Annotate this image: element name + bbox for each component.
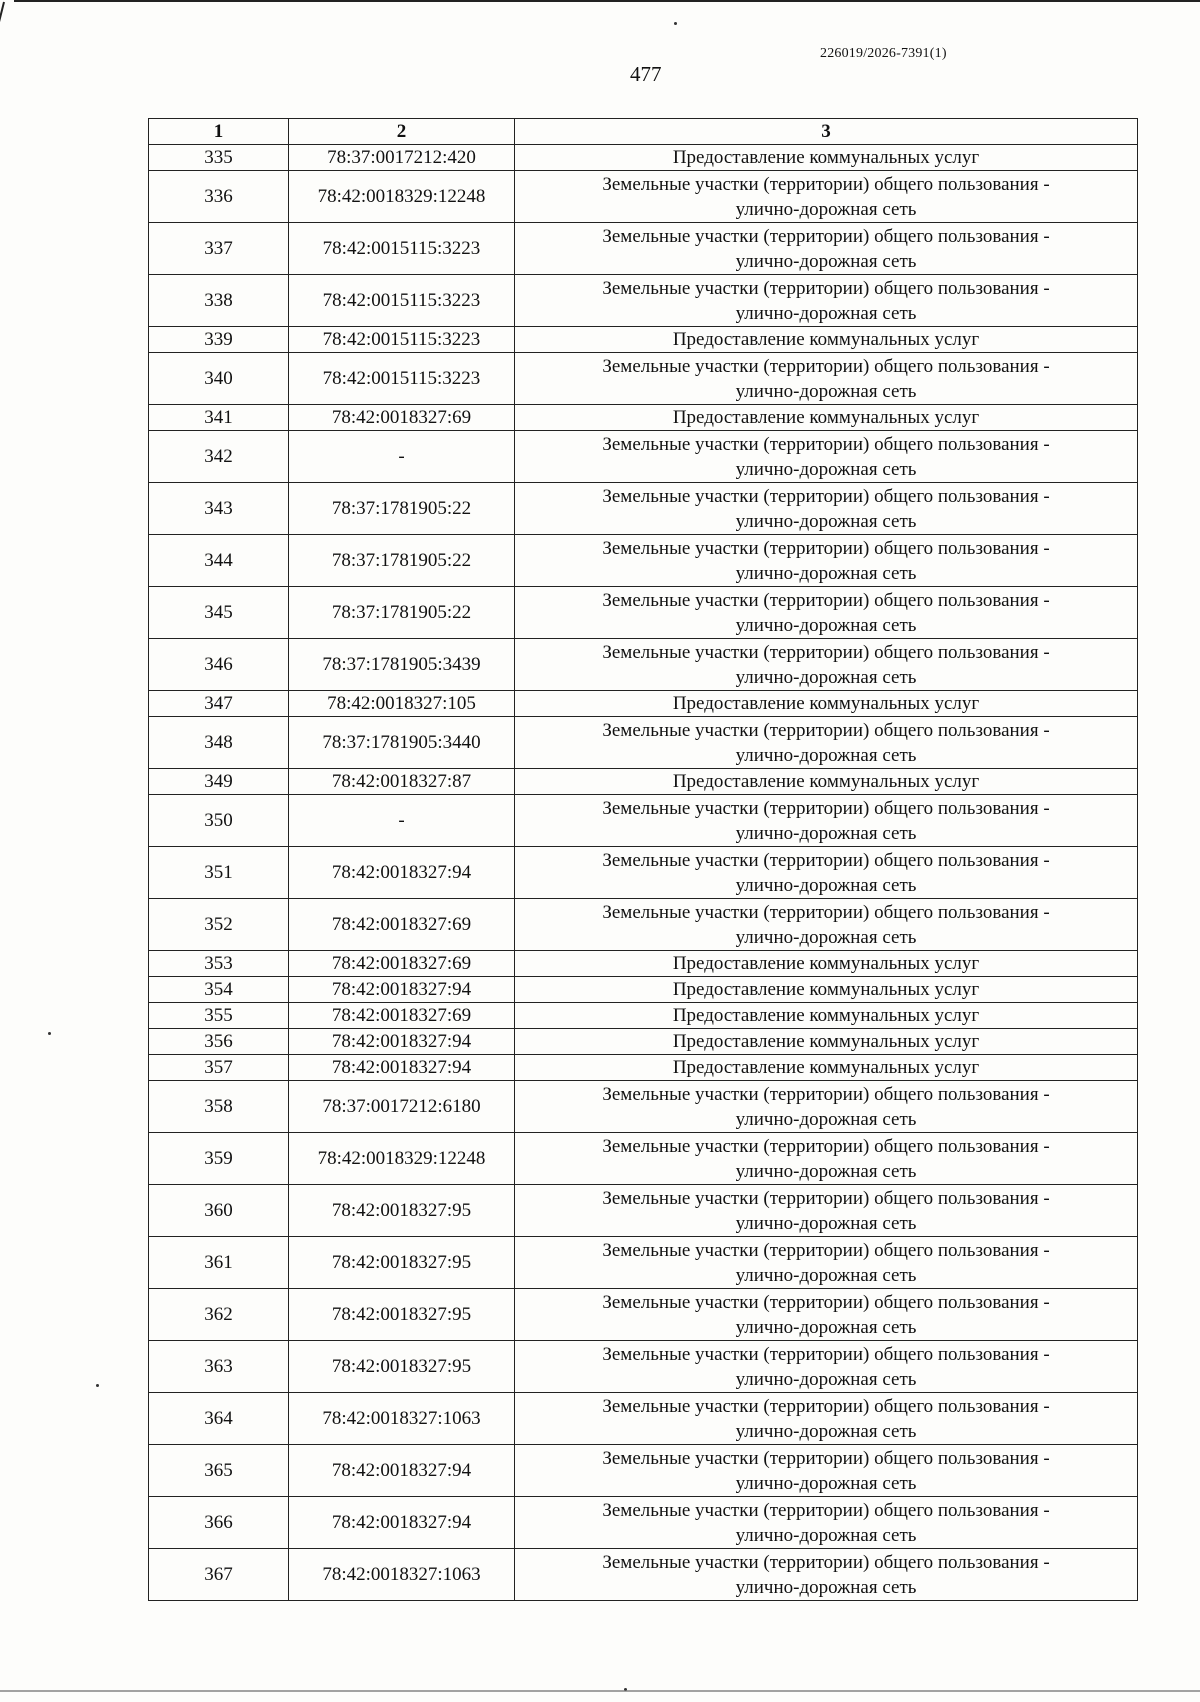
land-purpose-line: Земельные участки (территории) общего пользования -: [602, 849, 1050, 871]
page-top-border: [14, 0, 1200, 2]
row-number: 366: [149, 1497, 289, 1549]
land-purpose: [515, 275, 1138, 327]
land-purpose-line: Предоставление коммунальных услуг: [672, 147, 980, 168]
cadastral-number: -: [289, 431, 515, 483]
row-number: 357: [149, 1055, 289, 1081]
cadastral-number: 78:42:0018327:87: [289, 769, 515, 795]
cadastral-number: 78:42:0018327:95: [289, 1237, 515, 1289]
cadastral-number: 78:42:0018327:95: [289, 1341, 515, 1393]
land-purpose: [515, 639, 1138, 691]
cadastral-number: 78:42:0015115:3223: [289, 327, 515, 353]
table-row: [149, 405, 1138, 431]
table-row: [149, 535, 1138, 587]
scan-edge-mark: [0, 2, 5, 51]
column-header-3: 3: [515, 119, 1138, 145]
cadastral-number: 78:42:0018327:1063: [289, 1549, 515, 1601]
table-row: [149, 899, 1138, 951]
cadastral-number: 78:42:0018327:94: [289, 1055, 515, 1081]
land-purpose-line: Земельные участки (территории) общего пользования -: [602, 1083, 1050, 1105]
land-purpose-line: Земельные участки (территории) общего пользования -: [602, 277, 1050, 299]
land-purpose-line: улично-дорожная сеть: [735, 250, 917, 272]
land-purpose-line: улично-дорожная сеть: [735, 1576, 917, 1598]
land-purpose: [515, 1549, 1138, 1601]
table-row: [149, 977, 1138, 1003]
land-purpose-line: улично-дорожная сеть: [735, 822, 917, 844]
table-row: [149, 1029, 1138, 1055]
land-purpose-line: Земельные участки (территории) общего пользования -: [602, 433, 1050, 455]
cadastral-number: 78:42:0018327:94: [289, 1445, 515, 1497]
land-purpose-line: улично-дорожная сеть: [735, 614, 917, 636]
land-purpose-line: Предоставление коммунальных услуг: [672, 771, 980, 792]
cadastral-number: 78:42:0018329:12248: [289, 1133, 515, 1185]
row-number: 353: [149, 951, 289, 977]
row-number: 335: [149, 145, 289, 171]
cadastral-number: 78:42:0015115:3223: [289, 275, 515, 327]
land-purpose-line: улично-дорожная сеть: [735, 380, 917, 402]
cadastral-number: 78:42:0018327:95: [289, 1289, 515, 1341]
land-purpose-line: улично-дорожная сеть: [735, 302, 917, 324]
table-row: [149, 145, 1138, 171]
land-purpose: [515, 1341, 1138, 1393]
land-purpose-line: улично-дорожная сеть: [735, 874, 917, 896]
land-purpose-line: Земельные участки (территории) общего пользования -: [602, 1551, 1050, 1573]
table-row: [149, 431, 1138, 483]
land-purpose-line: Предоставление коммунальных услуг: [672, 1057, 980, 1078]
land-purpose-line: улично-дорожная сеть: [735, 1264, 917, 1286]
cadastral-number: 78:37:1781905:22: [289, 483, 515, 535]
land-purpose-line: Земельные участки (территории) общего пользования -: [602, 355, 1050, 377]
cadastral-number: 78:42:0018327:69: [289, 1003, 515, 1029]
land-purpose-line: улично-дорожная сеть: [735, 1472, 917, 1494]
land-purpose-line: Земельные участки (территории) общего пользования -: [602, 485, 1050, 507]
land-purpose-line: Предоставление коммунальных услуг: [672, 953, 980, 974]
cadastral-number: 78:42:0018327:94: [289, 977, 515, 1003]
cadastral-number: 78:37:1781905:22: [289, 535, 515, 587]
table-row: [149, 639, 1138, 691]
land-purpose-line: Предоставление коммунальных услуг: [672, 407, 980, 428]
land-purpose-line: Земельные участки (территории) общего пользования -: [602, 173, 1050, 195]
land-purpose-line: улично-дорожная сеть: [735, 1524, 917, 1546]
land-purpose: [515, 1055, 1138, 1081]
row-number: 359: [149, 1133, 289, 1185]
land-purpose: [515, 145, 1138, 171]
land-purpose-line: Земельные участки (территории) общего пользования -: [602, 589, 1050, 611]
table-row: [149, 223, 1138, 275]
row-number: 361: [149, 1237, 289, 1289]
row-number: 348: [149, 717, 289, 769]
land-purpose-line: улично-дорожная сеть: [735, 198, 917, 220]
cadastral-number: 78:37:1781905:3439: [289, 639, 515, 691]
land-purpose-line: Предоставление коммунальных услуг: [672, 693, 980, 714]
row-number: 346: [149, 639, 289, 691]
table-row: [149, 483, 1138, 535]
land-purpose-line: Земельные участки (территории) общего пользования -: [602, 1395, 1050, 1417]
table-row: [149, 1549, 1138, 1601]
cadastral-number: 78:42:0018327:69: [289, 951, 515, 977]
row-number: 344: [149, 535, 289, 587]
row-number: 367: [149, 1549, 289, 1601]
table-row: [149, 1185, 1138, 1237]
table-row: [149, 691, 1138, 717]
row-number: 354: [149, 977, 289, 1003]
land-purpose-line: Земельные участки (территории) общего пользования -: [602, 1447, 1050, 1469]
land-purpose: [515, 327, 1138, 353]
land-purpose: [515, 171, 1138, 223]
land-purpose-line: улично-дорожная сеть: [735, 458, 917, 480]
table-row: [149, 327, 1138, 353]
land-purpose: [515, 769, 1138, 795]
land-purpose-line: улично-дорожная сеть: [735, 1108, 917, 1130]
cadastral-number: 78:42:0018327:105: [289, 691, 515, 717]
row-number: 363: [149, 1341, 289, 1393]
land-purpose-line: Земельные участки (территории) общего пользования -: [602, 719, 1050, 741]
table-row: [149, 717, 1138, 769]
land-purpose-line: Земельные участки (территории) общего пользования -: [602, 1499, 1050, 1521]
table-row: [149, 1289, 1138, 1341]
row-number: 347: [149, 691, 289, 717]
table-row: [149, 1081, 1138, 1133]
land-purpose-line: Земельные участки (территории) общего пользования -: [602, 225, 1050, 247]
land-purpose-line: Земельные участки (территории) общего пользования -: [602, 1343, 1050, 1365]
table-row: [149, 1237, 1138, 1289]
land-purpose-line: улично-дорожная сеть: [735, 562, 917, 584]
table-row: [149, 587, 1138, 639]
land-purpose: [515, 1497, 1138, 1549]
land-purpose: [515, 1133, 1138, 1185]
row-number: 355: [149, 1003, 289, 1029]
cadastral-number: 78:42:0018327:69: [289, 405, 515, 431]
row-number: 341: [149, 405, 289, 431]
row-number: 339: [149, 327, 289, 353]
land-purpose-line: Предоставление коммунальных услуг: [672, 1005, 980, 1026]
row-number: 343: [149, 483, 289, 535]
row-number: 338: [149, 275, 289, 327]
land-purpose-line: улично-дорожная сеть: [735, 510, 917, 532]
cadastral-number: 78:42:0015115:3223: [289, 223, 515, 275]
cadastral-number: 78:42:0018327:1063: [289, 1393, 515, 1445]
column-header-1: 1: [149, 119, 289, 145]
row-number: 337: [149, 223, 289, 275]
cadastral-number: 78:42:0018327:95: [289, 1185, 515, 1237]
table-row: [149, 1497, 1138, 1549]
land-purpose: [515, 1237, 1138, 1289]
land-purpose: [515, 223, 1138, 275]
land-purpose-line: Земельные участки (территории) общего пользования -: [602, 537, 1050, 559]
table-row: [149, 1445, 1138, 1497]
row-number: 345: [149, 587, 289, 639]
land-purpose: [515, 1445, 1138, 1497]
land-purpose-line: улично-дорожная сеть: [735, 926, 917, 948]
land-purpose-line: Земельные участки (территории) общего пользования -: [602, 1291, 1050, 1313]
land-purpose-line: Земельные участки (территории) общего пользования -: [602, 901, 1050, 923]
land-purpose-line: Земельные участки (территории) общего пользования -: [602, 1239, 1050, 1261]
row-number: 349: [149, 769, 289, 795]
table-row: [149, 795, 1138, 847]
land-purpose: [515, 353, 1138, 405]
land-purpose: [515, 977, 1138, 1003]
row-number: 352: [149, 899, 289, 951]
land-purpose: [515, 405, 1138, 431]
scan-speck: [96, 1384, 99, 1387]
table-row: [149, 1055, 1138, 1081]
table-row: [149, 951, 1138, 977]
land-purpose: [515, 1185, 1138, 1237]
cadastral-number: 78:37:0017212:420: [289, 145, 515, 171]
row-number: 342: [149, 431, 289, 483]
table-row: [149, 275, 1138, 327]
table-header-row: [149, 119, 1138, 145]
row-number: 365: [149, 1445, 289, 1497]
land-purpose-line: улично-дорожная сеть: [735, 1316, 917, 1338]
cadastral-number: 78:37:1781905:3440: [289, 717, 515, 769]
land-purpose-line: Земельные участки (территории) общего пользования -: [602, 797, 1050, 819]
land-purpose-line: улично-дорожная сеть: [735, 1420, 917, 1442]
land-purpose: [515, 691, 1138, 717]
table-row: [149, 1133, 1138, 1185]
table-row: [149, 847, 1138, 899]
scan-bottom-edge: [0, 1690, 1200, 1692]
row-number: 364: [149, 1393, 289, 1445]
row-number: 356: [149, 1029, 289, 1055]
land-purpose: [515, 483, 1138, 535]
table-row: [149, 1003, 1138, 1029]
row-number: 340: [149, 353, 289, 405]
land-purpose-line: Земельные участки (территории) общего пользования -: [602, 1187, 1050, 1209]
document-number: 226019/2026-7391(1): [820, 46, 947, 61]
cadastral-number: 78:42:0018327:94: [289, 1497, 515, 1549]
row-number: 362: [149, 1289, 289, 1341]
land-purpose: [515, 795, 1138, 847]
scan-speck: [674, 22, 677, 25]
land-purpose: [515, 431, 1138, 483]
table-row: [149, 353, 1138, 405]
land-purpose-line: Земельные участки (территории) общего пользования -: [602, 641, 1050, 663]
land-purpose-line: Предоставление коммунальных услуг: [672, 329, 980, 350]
cadastral-number: 78:42:0015115:3223: [289, 353, 515, 405]
land-purpose: [515, 1003, 1138, 1029]
land-purpose-line: улично-дорожная сеть: [735, 1368, 917, 1390]
cadastral-number: 78:42:0018327:94: [289, 1029, 515, 1055]
land-purpose-line: улично-дорожная сеть: [735, 1160, 917, 1182]
land-purpose: [515, 1081, 1138, 1133]
land-purpose-line: улично-дорожная сеть: [735, 666, 917, 688]
cadastral-number: 78:37:0017212:6180: [289, 1081, 515, 1133]
cadastral-number: 78:42:0018327:69: [289, 899, 515, 951]
row-number: 358: [149, 1081, 289, 1133]
land-purpose: [515, 535, 1138, 587]
land-purpose-line: улично-дорожная сеть: [735, 744, 917, 766]
table-row: [149, 769, 1138, 795]
cadastral-number: -: [289, 795, 515, 847]
land-plots-table: [148, 118, 1138, 1601]
land-purpose: [515, 847, 1138, 899]
land-purpose: [515, 1393, 1138, 1445]
land-purpose-line: улично-дорожная сеть: [735, 1212, 917, 1234]
cadastral-number: 78:37:1781905:22: [289, 587, 515, 639]
table-row: [149, 1341, 1138, 1393]
land-purpose: [515, 1289, 1138, 1341]
row-number: 350: [149, 795, 289, 847]
cadastral-number: 78:42:0018329:12248: [289, 171, 515, 223]
page-number: 477: [630, 62, 662, 86]
column-header-2: 2: [289, 119, 515, 145]
land-purpose-line: Земельные участки (территории) общего пользования -: [602, 1135, 1050, 1157]
row-number: 360: [149, 1185, 289, 1237]
row-number: 336: [149, 171, 289, 223]
row-number: 351: [149, 847, 289, 899]
land-purpose-line: Предоставление коммунальных услуг: [672, 979, 980, 1000]
table-row: [149, 1393, 1138, 1445]
land-purpose: [515, 951, 1138, 977]
land-purpose: [515, 1029, 1138, 1055]
land-purpose: [515, 717, 1138, 769]
land-purpose: [515, 899, 1138, 951]
cadastral-number: 78:42:0018327:94: [289, 847, 515, 899]
table-row: [149, 171, 1138, 223]
land-purpose: [515, 587, 1138, 639]
land-purpose-line: Предоставление коммунальных услуг: [672, 1031, 980, 1052]
scan-speck: [48, 1032, 51, 1035]
